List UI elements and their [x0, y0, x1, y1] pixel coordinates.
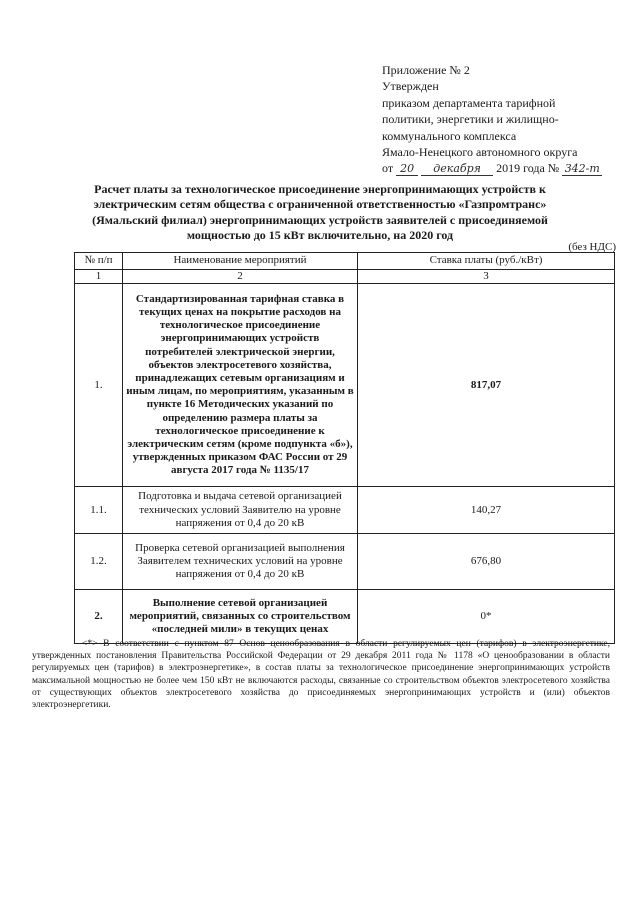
header-rate: Ставка платы (руб./кВт)	[358, 253, 615, 270]
footnote	[32, 638, 610, 711]
handwritten-day: 20	[396, 163, 418, 176]
row-name: Выполнение сетевой организацией мероприятий, связанных со строительством «последней мили» в текущих ценах	[123, 590, 358, 644]
document-title: Расчет платы за технологическое присоединение энергопринимающих устройств к электрическим сетям общества с ограниченной ответственностью «Газпромтранс» (Ямальский филиал) энергопринимающих устройств заявителей с присоединяемой мощностью до 15 кВт включительно, на 2020 год	[92, 182, 548, 243]
header-name: Наименование мероприятий	[123, 253, 358, 270]
approval-line: коммунального комплекса	[382, 128, 517, 143]
row-num: 1.2.	[75, 534, 123, 590]
header-num: № п/п	[75, 253, 123, 270]
table-header-row	[75, 253, 615, 270]
handwritten-order-number: 342-т	[562, 163, 602, 176]
colnum-2: 2	[123, 270, 358, 284]
table-row	[75, 487, 615, 534]
handwritten-month: декабря	[421, 163, 493, 176]
row-rate: 0*	[358, 590, 615, 644]
approval-line: приказом департамента тарифной	[382, 95, 556, 110]
table-row	[75, 284, 615, 487]
table-row	[75, 534, 615, 590]
approval-date-line	[382, 160, 632, 176]
date-middle: 2019 года №	[496, 161, 560, 176]
footnote-text: <*> В соответствии с пунктом 87 Основ ценообразования в области регулируемых цен (тарифов) в электроэнергетике, утвержденных постановления Правительства Российской Федерации от 29 декабря 2011 года № 1178 «О ценообразовании в области регулируемых цен (тарифов) в электроэнергетике», в состав платы за технологическое присоединение энергопринимающих устройств максимальной мощностью не более чем 150 кВт не включаются расходы, связанные со строительством объектов электросетевого хозяйства от существующих объектов электросетевого хозяйства до присоединяемых энергопринимающих устройств и (или) объектов электроэнергетики.	[32, 639, 610, 711]
appendix-label: Приложение № 2	[382, 63, 470, 77]
date-prefix: от	[382, 161, 394, 176]
approval-line: Ямало-Ненецкого автономного округа	[382, 145, 578, 160]
colnum-3: 3	[358, 270, 615, 284]
row-name: Подготовка и выдача сетевой организацией технических условий Заявителю на уровне напряжения от 0,4 до 20 кВ	[123, 487, 358, 534]
row-num: 1.1.	[75, 487, 123, 534]
rates-table	[74, 252, 615, 644]
table-row	[75, 590, 615, 644]
row-rate: 817,07	[358, 284, 615, 487]
colnum-1: 1	[75, 270, 123, 284]
table-colnum-row	[75, 270, 615, 284]
row-name: Стандартизированная тарифная ставка в текущих ценах на покрытие расходов на технологическое присоединение энергопринимающих устройств потребителей электрической энергии, объектов электросетевого хозяйства, принадлежащих сетевым организациям и иным лицам, по мероприятиям, указанным в пункте 16 Методических указаний по определению размера платы за технологическое присоединение к электрическим сетям (кроме подпункта «б»), утвержденных приказом ФАС России от 29 августа 2017 года № 1135/17	[123, 284, 358, 487]
vat-note: (без НДС)	[568, 241, 616, 253]
row-num: 2.	[75, 590, 123, 644]
row-num: 1.	[75, 284, 123, 487]
row-rate: 676,80	[358, 534, 615, 590]
row-name: Проверка сетевой организацией выполнения Заявителем технических условий на уровне напряжения от 0,4 до 20 кВ	[123, 534, 358, 590]
approved-label: Утвержден	[382, 79, 439, 94]
approval-line: политики, энергетики и жилищно-	[382, 112, 559, 127]
approval-block	[382, 62, 632, 177]
row-rate: 140,27	[358, 487, 615, 534]
